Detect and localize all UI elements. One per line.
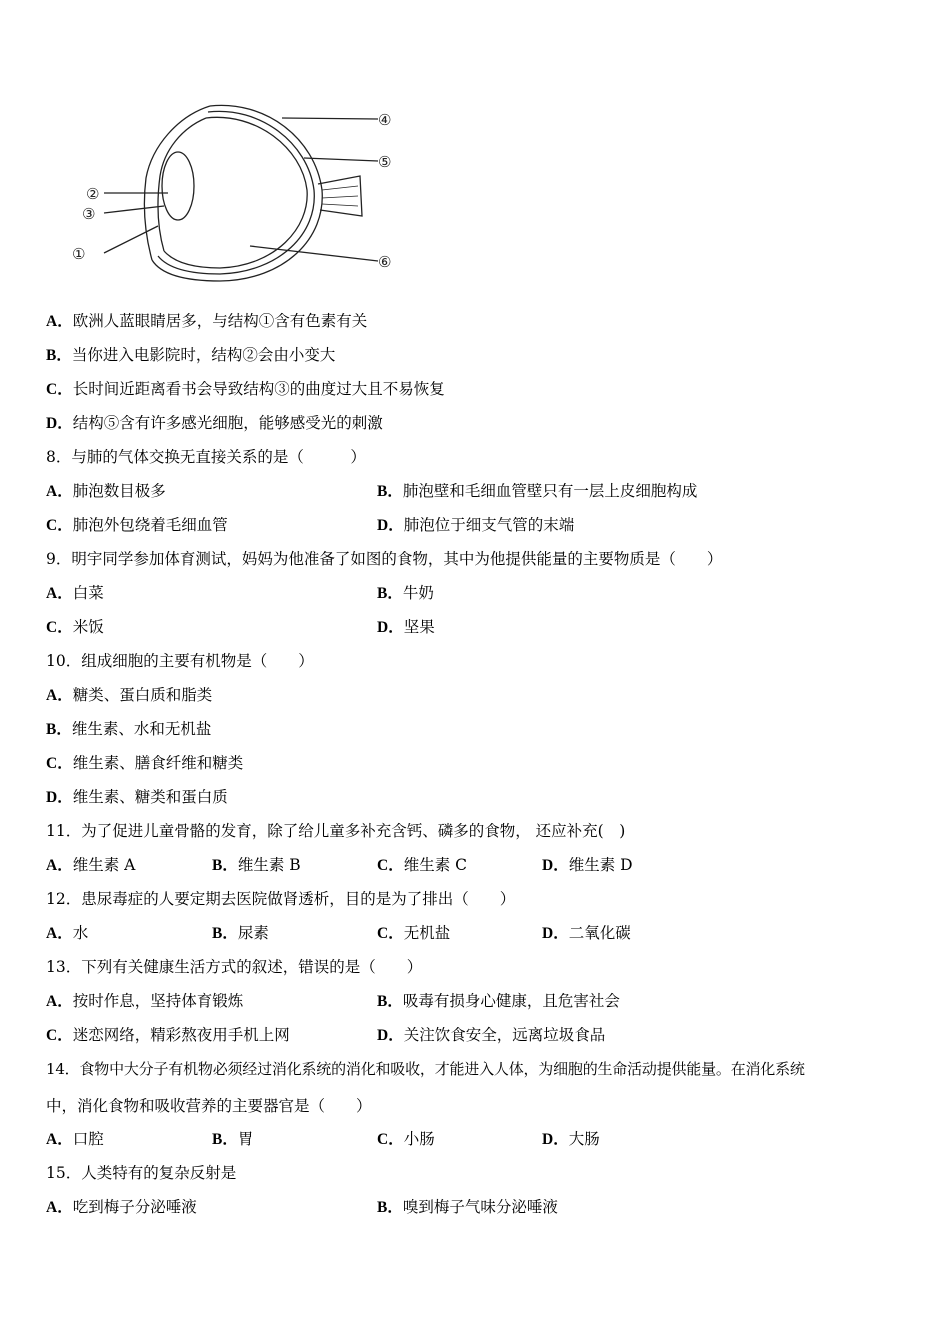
option-letter: B．	[377, 483, 403, 500]
option-text: 肺泡外包绕着毛细血管	[72, 516, 228, 534]
option-text: 结构⑤含有许多感光细胞，能够感受光的刺激	[72, 414, 383, 432]
q11-option-a	[46, 855, 135, 876]
q10-option-c	[46, 753, 243, 774]
option-letter: D．	[377, 517, 404, 534]
option-letter: C．	[46, 619, 73, 636]
option-text: 嗅到梅子气味分泌唾液	[402, 1198, 558, 1216]
lens-shape	[162, 152, 194, 220]
q8-option-d	[377, 515, 574, 536]
option-text: 牛奶	[402, 584, 434, 602]
q9-option-c	[46, 617, 104, 638]
option-letter: A．	[46, 483, 73, 500]
retina-outline	[164, 117, 307, 268]
q11-stem: 11．为了促进儿童骨骼的发育，除了给儿童多补充含钙、磷多的食物， 还应补充( )	[46, 822, 626, 840]
leader-line-6	[250, 246, 378, 261]
option-letter: D．	[542, 925, 569, 942]
option-text: 维生素、糖类和蛋白质	[72, 788, 228, 806]
q11-option-c	[377, 855, 467, 876]
q12-option-d	[542, 923, 631, 944]
option-text: 二氧化碳	[568, 924, 631, 942]
option-text: 维生素 C	[403, 856, 467, 874]
option-letter: B．	[212, 857, 238, 874]
option-text: 口腔	[72, 1130, 104, 1148]
q11-option-d	[542, 855, 633, 876]
option-letter: D．	[46, 789, 73, 806]
leader-line-3	[104, 206, 164, 213]
sclera-outline	[152, 105, 322, 281]
q12-option-c	[377, 923, 450, 944]
option-letter: D．	[377, 619, 404, 636]
option-text: 维生素 A	[72, 856, 136, 874]
q9-option-a	[46, 583, 104, 604]
option-text: 维生素、膳食纤维和糖类	[72, 754, 244, 772]
option-text: 长时间近距离看书会导致结构③的曲度过大且不易恢复	[72, 380, 445, 398]
option-letter: B．	[377, 993, 403, 1010]
option-text: 维生素 D	[568, 856, 633, 874]
option-letter: D．	[377, 1027, 404, 1044]
option-text: 当你进入电影院时，结构②会由小变大	[71, 346, 336, 364]
option-text: 维生素 B	[237, 856, 301, 874]
q14-option-d	[542, 1129, 600, 1150]
option-text: 无机盐	[403, 924, 451, 942]
eye-structure-diagram	[60, 98, 410, 283]
figure-label-3: ③	[82, 205, 96, 223]
q12-option-a	[46, 923, 88, 944]
q7-option-a	[46, 311, 367, 332]
q10-option-b	[46, 719, 211, 740]
q14-stem-line2: 中，消化食物和吸收营养的主要器官是（ ）	[46, 1097, 372, 1115]
q15-option-a	[46, 1197, 197, 1218]
option-text: 小肠	[403, 1130, 435, 1148]
q9-stem: 9．明宇同学参加体育测试，妈妈为他准备了如图的食物，其中为他提供能量的主要物质是（ ）	[46, 550, 723, 568]
q7-option-d	[46, 413, 383, 434]
option-letter: C．	[46, 755, 73, 772]
q9-option-d	[377, 617, 435, 638]
option-letter: A．	[46, 993, 73, 1010]
option-letter: A．	[46, 1131, 73, 1148]
q7-option-b	[46, 345, 335, 366]
option-letter: D．	[46, 415, 73, 432]
option-text: 肺泡壁和毛细血管壁只有一层上皮细胞构成	[402, 482, 698, 500]
q13-stem: 13．下列有关健康生活方式的叙述，错误的是（ ）	[46, 958, 423, 976]
option-text: 坚果	[403, 618, 435, 636]
option-text: 米饭	[72, 618, 104, 636]
option-letter: C．	[46, 517, 73, 534]
q10-stem: 10．组成细胞的主要有机物是（ ）	[46, 652, 314, 670]
figure-label-5: ⑤	[378, 153, 392, 171]
q13-option-b	[377, 991, 620, 1012]
q13-option-a	[46, 991, 243, 1012]
figure-label-2: ②	[86, 185, 100, 203]
option-letter: B．	[377, 585, 403, 602]
option-letter: C．	[46, 1027, 73, 1044]
q12-option-b	[212, 923, 269, 944]
q14-option-c	[377, 1129, 435, 1150]
option-letter: A．	[46, 313, 73, 330]
option-letter: A．	[46, 1199, 73, 1216]
option-letter: A．	[46, 585, 73, 602]
q8-option-c	[46, 515, 228, 536]
option-text: 糖类、蛋白质和脂类	[72, 686, 213, 704]
option-text: 尿素	[237, 924, 269, 942]
q8-stem: 8．与肺的气体交换无直接关系的是（ ）	[46, 448, 366, 466]
option-letter: C．	[377, 857, 404, 874]
q14-stem-line1: 14．食物中大分子有机物必须经过消化系统的消化和吸收，才能进入人体，为细胞的生命活动提供能量。在消化系统	[46, 1060, 805, 1078]
option-text: 白菜	[72, 584, 104, 602]
option-letter: C．	[46, 381, 73, 398]
q10-option-d	[46, 787, 228, 808]
option-letter: B．	[377, 1199, 403, 1216]
option-letter: A．	[46, 925, 73, 942]
leader-line-4	[282, 118, 378, 119]
option-text: 大肠	[568, 1130, 600, 1148]
option-text: 维生素、水和无机盐	[71, 720, 212, 738]
option-letter: B．	[212, 925, 238, 942]
option-letter: D．	[542, 857, 569, 874]
q11-option-b	[212, 855, 301, 876]
leader-line-5	[304, 158, 378, 161]
cornea-outline	[144, 106, 210, 260]
figure-label-4: ④	[378, 111, 392, 129]
q15-stem: 15．人类特有的复杂反射是	[46, 1164, 237, 1182]
option-letter: C．	[377, 1131, 404, 1148]
choroid-outline	[158, 111, 314, 274]
option-letter: A．	[46, 857, 73, 874]
option-letter: B．	[212, 1131, 238, 1148]
q13-option-d	[377, 1025, 605, 1046]
figure-label-6: ⑥	[378, 253, 392, 271]
option-text: 吃到梅子分泌唾液	[72, 1198, 197, 1216]
q12-stem: 12．患尿毒症的人要定期去医院做肾透析，目的是为了排出（ ）	[46, 890, 516, 908]
q8-option-b	[377, 481, 697, 502]
option-letter: D．	[542, 1131, 569, 1148]
option-letter: B．	[46, 347, 72, 364]
option-text: 迷恋网络，精彩熬夜用手机上网	[72, 1026, 290, 1044]
q14-option-a	[46, 1129, 104, 1150]
option-letter: A．	[46, 687, 73, 704]
q7-option-c	[46, 379, 445, 400]
option-text: 肺泡位于细支气管的末端	[403, 516, 575, 534]
q9-option-b	[377, 583, 434, 604]
q14-option-b	[212, 1129, 253, 1150]
eye-diagram-svg	[60, 98, 410, 283]
option-letter: C．	[377, 925, 404, 942]
option-text: 胃	[237, 1130, 254, 1148]
option-text: 关注饮食安全，远离垃圾食品	[403, 1026, 606, 1044]
option-text: 水	[72, 924, 89, 942]
q15-option-b	[377, 1197, 558, 1218]
figure-label-1: ①	[72, 245, 86, 263]
option-text: 欧洲人蓝眼睛居多，与结构①含有色素有关	[72, 312, 368, 330]
optic-nerve-fibers	[322, 186, 358, 206]
option-text: 吸毒有损身心健康，且危害社会	[402, 992, 620, 1010]
option-text: 按时作息，坚持体育锻炼	[72, 992, 244, 1010]
q10-option-a	[46, 685, 212, 706]
option-letter: B．	[46, 721, 72, 738]
q8-option-a	[46, 481, 166, 502]
q13-option-c	[46, 1025, 290, 1046]
option-text: 肺泡数目极多	[72, 482, 166, 500]
